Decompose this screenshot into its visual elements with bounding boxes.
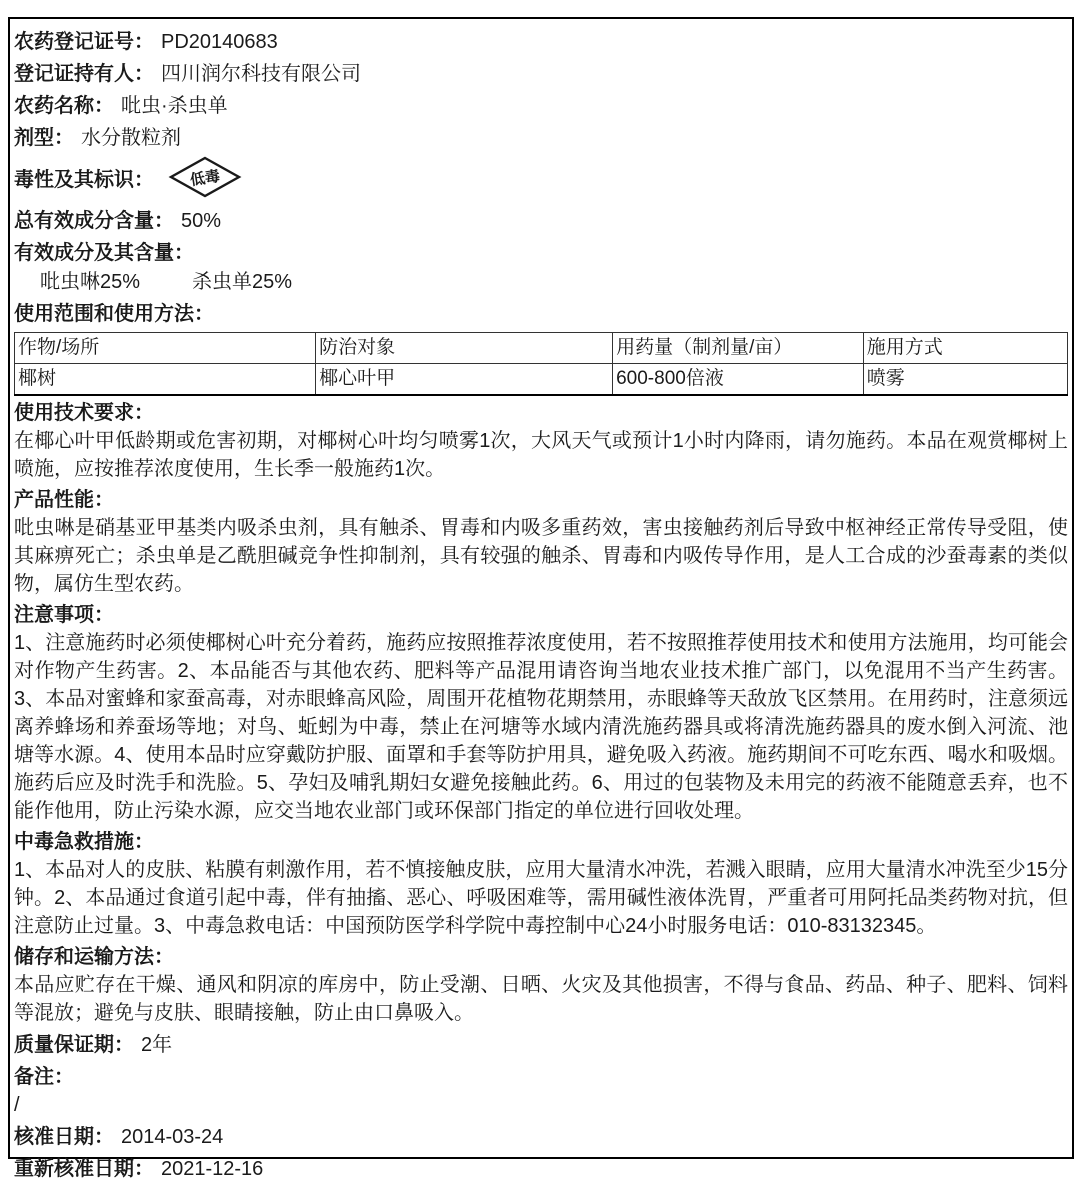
product-performance-body: 吡虫啉是硝基亚甲基类内吸杀虫剂，具有触杀、胃毒和内吸多重药效，害虫接触药剂后导致中枢神经正常传导受阻，使其麻痹死亡；杀虫单是乙酰胆碱竞争性抑制剂，具有较强的触杀、胃毒和内吸传导作用，是人工合成的沙蚕毒素的类似物，属仿生型农药。: [14, 517, 1068, 595]
reapproval-date-label: 重新核准日期：: [14, 1158, 154, 1180]
usage-cell-dosage: 600-800倍液: [613, 364, 864, 396]
first-aid-title: 中毒急救措施：: [14, 831, 154, 853]
field-formulation: [14, 124, 1068, 152]
registration-number-label: 农药登记证号：: [14, 31, 154, 53]
pesticide-name-label: 农药名称：: [14, 95, 114, 117]
storage-transport-body: 本品应贮存在干燥、通风和阴凉的库房中，防止受潮、日晒、火灾及其他损害，不得与食品、药品、种子、肥料、饲料等混放；避免与皮肤、眼睛接触，防止由口鼻吸入。: [14, 974, 1068, 1024]
field-registration-number: [14, 28, 1068, 56]
ingredient-imidacloprid: 吡虫啉25%: [40, 271, 141, 293]
usage-cell-crop: 椰树: [15, 364, 316, 396]
usage-cell-method: 喷雾: [863, 364, 1067, 396]
tech-requirements-title: 使用技术要求：: [14, 402, 154, 424]
total-content-label: 总有效成分含量：: [14, 210, 174, 232]
ingredient-monosultap: 杀虫单25%: [192, 271, 293, 293]
product-performance-title: 产品性能：: [14, 489, 114, 511]
usage-table-data-row: [15, 364, 1068, 396]
approval-date-label: 核准日期：: [14, 1126, 114, 1148]
low-toxicity-icon-text: 低毒: [188, 167, 222, 190]
field-certificate-holder: [14, 60, 1068, 88]
usage-table-header-row: [15, 333, 1068, 364]
usage-header-method: 施用方式: [863, 333, 1067, 364]
warranty-period-label: 质量保证期：: [14, 1034, 134, 1056]
usage-cell-target: 椰心叶甲: [316, 364, 613, 396]
usage-header-dosage: 用药量（制剂量/亩）: [613, 333, 864, 364]
field-warranty-period: [14, 1031, 1068, 1059]
precautions-title: 注意事项：: [14, 604, 114, 626]
usage-table: [14, 332, 1068, 396]
ingredients-title: 有效成分及其含量：: [14, 242, 194, 264]
field-pesticide-name: [14, 92, 1068, 120]
field-reapproval-date: [14, 1155, 1068, 1183]
formulation-label: 剂型：: [14, 127, 74, 149]
remarks-title: 备注：: [14, 1066, 74, 1088]
formulation-value: 水分散粒剂: [81, 127, 181, 149]
document-sheet: [8, 17, 1074, 1180]
remarks-value: /: [14, 1094, 20, 1116]
certificate-holder-value: 四川润尔科技有限公司: [161, 63, 361, 85]
field-approval-date: [14, 1123, 1068, 1151]
precautions-body: 1、注意施药时必须使椰树心叶充分着药，施药应按照推荐浓度使用，若不按照推荐使用技术和使用方法施用，均可能会对作物产生药害。2、本品能否与其他农药、肥料等产品混用请咨询当地农业技术推广部门，以免混用不当产生药害。3、本品对蜜蜂和家蚕高毒，对赤眼蜂高风险，周围开花植物花期禁用，赤眼蜂等天敌放飞区禁用。在用药时，注意须远离养蜂场和养蚕场等地；对鸟、蚯蚓为中毒，禁止在河塘等水域内清洗施药器具或将清洗施药器具的废水倒入河流、池塘等水源。4、使用本品时应穿戴防护服、面罩和手套等防护用具，避免吸入药液。施药期间不可吃东西、喝水和吸烟。施药后应及时洗手和洗脸。5、孕妇及哺乳期妇女避免接触此药。6、用过的包装物及未用完的药液不能随意丢弃，也不能作他用，防止污染水源，应交当地农业部门或环保部门指定的单位进行回收处理。: [14, 632, 1068, 822]
warranty-period-value: 2年: [141, 1034, 173, 1056]
toxicity-label: 毒性及其标识：: [14, 168, 154, 191]
usage-scope-title: 使用范围和使用方法：: [14, 303, 214, 325]
total-content-value: 50%: [181, 210, 222, 232]
usage-header-crop: 作物/场所: [15, 333, 316, 364]
tech-requirements-body: 在椰心叶甲低龄期或危害初期，对椰树心叶均匀喷雾1次，大风天气或预计1小时内降雨，请勿施药。本品在观赏椰树上喷施，应按推荐浓度使用，生长季一般施药1次。: [14, 430, 1068, 480]
reapproval-date-value: 2021-12-16: [161, 1158, 264, 1180]
ingredients-line: [14, 268, 1068, 297]
storage-transport-title: 储存和运输方法：: [14, 946, 174, 968]
first-aid-body: 1、本品对人的皮肤、粘膜有刺激作用，若不慎接触皮肤，应用大量清水冲洗，若溅入眼睛，应用大量清水冲洗至少15分钟。2、本品通过食道引起中毒，伴有抽搐、恶心、呼吸困难等，需用碱性液体洗胃，严重者可用阿托品类药物对抗，但注意防止过量。3、中毒急救电话：中国预防医学科学院中毒控制中心24小时服务电话：010-83132345。: [14, 859, 1068, 937]
pesticide-name-value: 吡虫·杀虫单: [121, 95, 228, 117]
low-toxicity-diamond-icon: [168, 156, 242, 203]
certificate-holder-label: 登记证持有人：: [14, 63, 154, 85]
usage-header-target: 防治对象: [316, 333, 613, 364]
field-toxicity: [14, 156, 1068, 203]
approval-date-value: 2014-03-24: [121, 1126, 224, 1148]
field-total-content: [14, 207, 1068, 235]
registration-number-value: PD20140683: [161, 31, 278, 53]
